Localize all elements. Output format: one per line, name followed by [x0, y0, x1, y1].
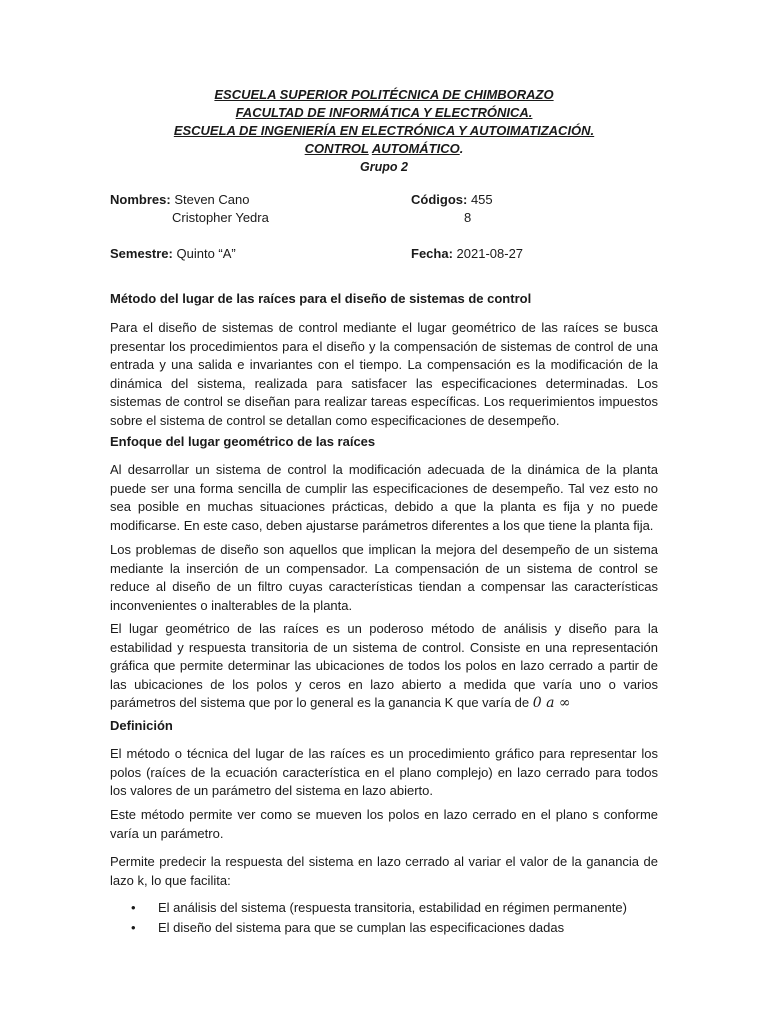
list-item [110, 898, 670, 918]
paragraph-2-text: Al desarrollar un sistema de control la modificación adecuada de la dinámica de la planta puede ser una forma sencilla de cumplir las especificaciones de desempeño. Tal vez esto no sea posible en muchas situaciones prácticas, debido a que la planta es fija y no puede modificarse. En este caso, deben ajustarse parámetros diferentes a los que tiene la planta fija. [110, 462, 658, 533]
bullet-icon: • [131, 900, 136, 915]
school-name: ESCUELA DE INGENIERÍA EN ELECTRÓNICA Y AUTOIMATIZACIÓN. [173, 123, 595, 138]
paragraph-5-text: El método o técnica del lugar de las raíces es un procedimiento gráfico para representar los polos (raíces de la ecuación característica en el plano complejo) en lazo cerrado para todos los valores de un parámetro del sistema en lazo abierto. [110, 746, 658, 799]
group-label: Grupo 2 [360, 160, 408, 174]
section-title-definition: Definición [110, 718, 173, 733]
semester-label: Semestre: [110, 246, 173, 261]
paragraph-6-text: Este método permite ver como se mueven los polos en lazo cerrado en el plano s conforme varía un parámetro. [110, 807, 658, 841]
codes-row [411, 191, 493, 209]
paragraph-4-body: El lugar geométrico de las raíces es un poderoso método de análisis y diseño para la estabilidad y respuesta transitoria de un sistema de control. Consiste en una representación gráfica que permite determinar las ubicaciones de todos los polos en lazo cerrado a partir de las ubicaciones de los polos y ceros en lazo abierto a medida que varía uno o varios parámetros del sistema que por lo general es la ganancia K que varía de [110, 621, 658, 711]
paragraph-3 [110, 541, 658, 615]
semester-row [110, 245, 236, 263]
course-name-period: . [459, 141, 464, 156]
course-name-part1: CONTROL [304, 141, 369, 156]
paragraph-5 [110, 745, 658, 801]
paragraph-1 [110, 319, 658, 431]
paragraph-6 [110, 806, 658, 843]
list-item-text: El diseño del sistema para que se cumplan las especificaciones dadas [158, 920, 565, 935]
bullet-list [110, 898, 670, 938]
paragraph-3-text: Los problemas de diseño son aquellos que implican la mejora del desempeño de un sistema mediante la inserción de un compensador. La compensación de un sistema de control se reduce al diseño de un filtro cuyas características tiendan a compensar las características inconvenientes o inalterables de la planta. [110, 542, 658, 613]
name-2: Cristopher Yedra [172, 210, 269, 225]
paragraph-4-text [110, 620, 658, 713]
date-label: Fecha: [411, 246, 453, 261]
code-1: 455 [470, 192, 493, 207]
paragraph-4 [110, 620, 658, 713]
names-label: Nombres: [110, 192, 171, 207]
bullet-icon: • [131, 920, 136, 935]
code-2: 8 [464, 210, 472, 225]
document-header [0, 86, 768, 176]
institution-name: ESCUELA SUPERIOR POLITÉCNICA DE CHIMBORAZO [214, 87, 554, 102]
list-item-text: El análisis del sistema (respuesta transitoria, estabilidad en régimen permanente) [158, 900, 627, 915]
paragraph-1-text: Para el diseño de sistemas de control mediante el lugar geométrico de las raíces se busca presentar los procedimientos para el diseño y la compensación de sistemas de control de una entrada y una salida e invariantes con el tiempo. La compensación es la modificación de la dinámica del sistema, realizada para satisfacer las especificaciones determinadas. Los sistemas de control se diseñan para realizar tareas específicas. Los requerimientos impuestos sobre el sistema de control se detallan como especificaciones de desempeño. [110, 320, 658, 428]
range-math-expression: 0 a ∞ [532, 695, 571, 712]
name-1: Steven Cano [174, 192, 250, 207]
list-item [110, 918, 670, 938]
section-title-method: Método del lugar de las raíces para el diseño de sistemas de control [110, 291, 532, 306]
names-row [110, 191, 249, 209]
course-name-part2: AUTOMÁTICO [371, 141, 460, 156]
paragraph-7 [110, 853, 658, 890]
date-row [411, 245, 523, 263]
paragraph-7-text: Permite predecir la respuesta del sistema en lazo cerrado al variar el valor de la ganancia de lazo k, lo que facilita: [110, 854, 658, 888]
paragraph-2 [110, 461, 658, 535]
faculty-name: FACULTAD DE INFORMÁTICA Y ELECTRÓNICA. [235, 105, 533, 120]
codes-label: Códigos: [411, 192, 468, 207]
course-name [0, 140, 768, 158]
date-value: 2021-08-27 [456, 246, 524, 261]
section-title-approach: Enfoque del lugar geométrico de las raíces [110, 434, 376, 449]
semester-value: Quinto “A” [176, 246, 236, 261]
